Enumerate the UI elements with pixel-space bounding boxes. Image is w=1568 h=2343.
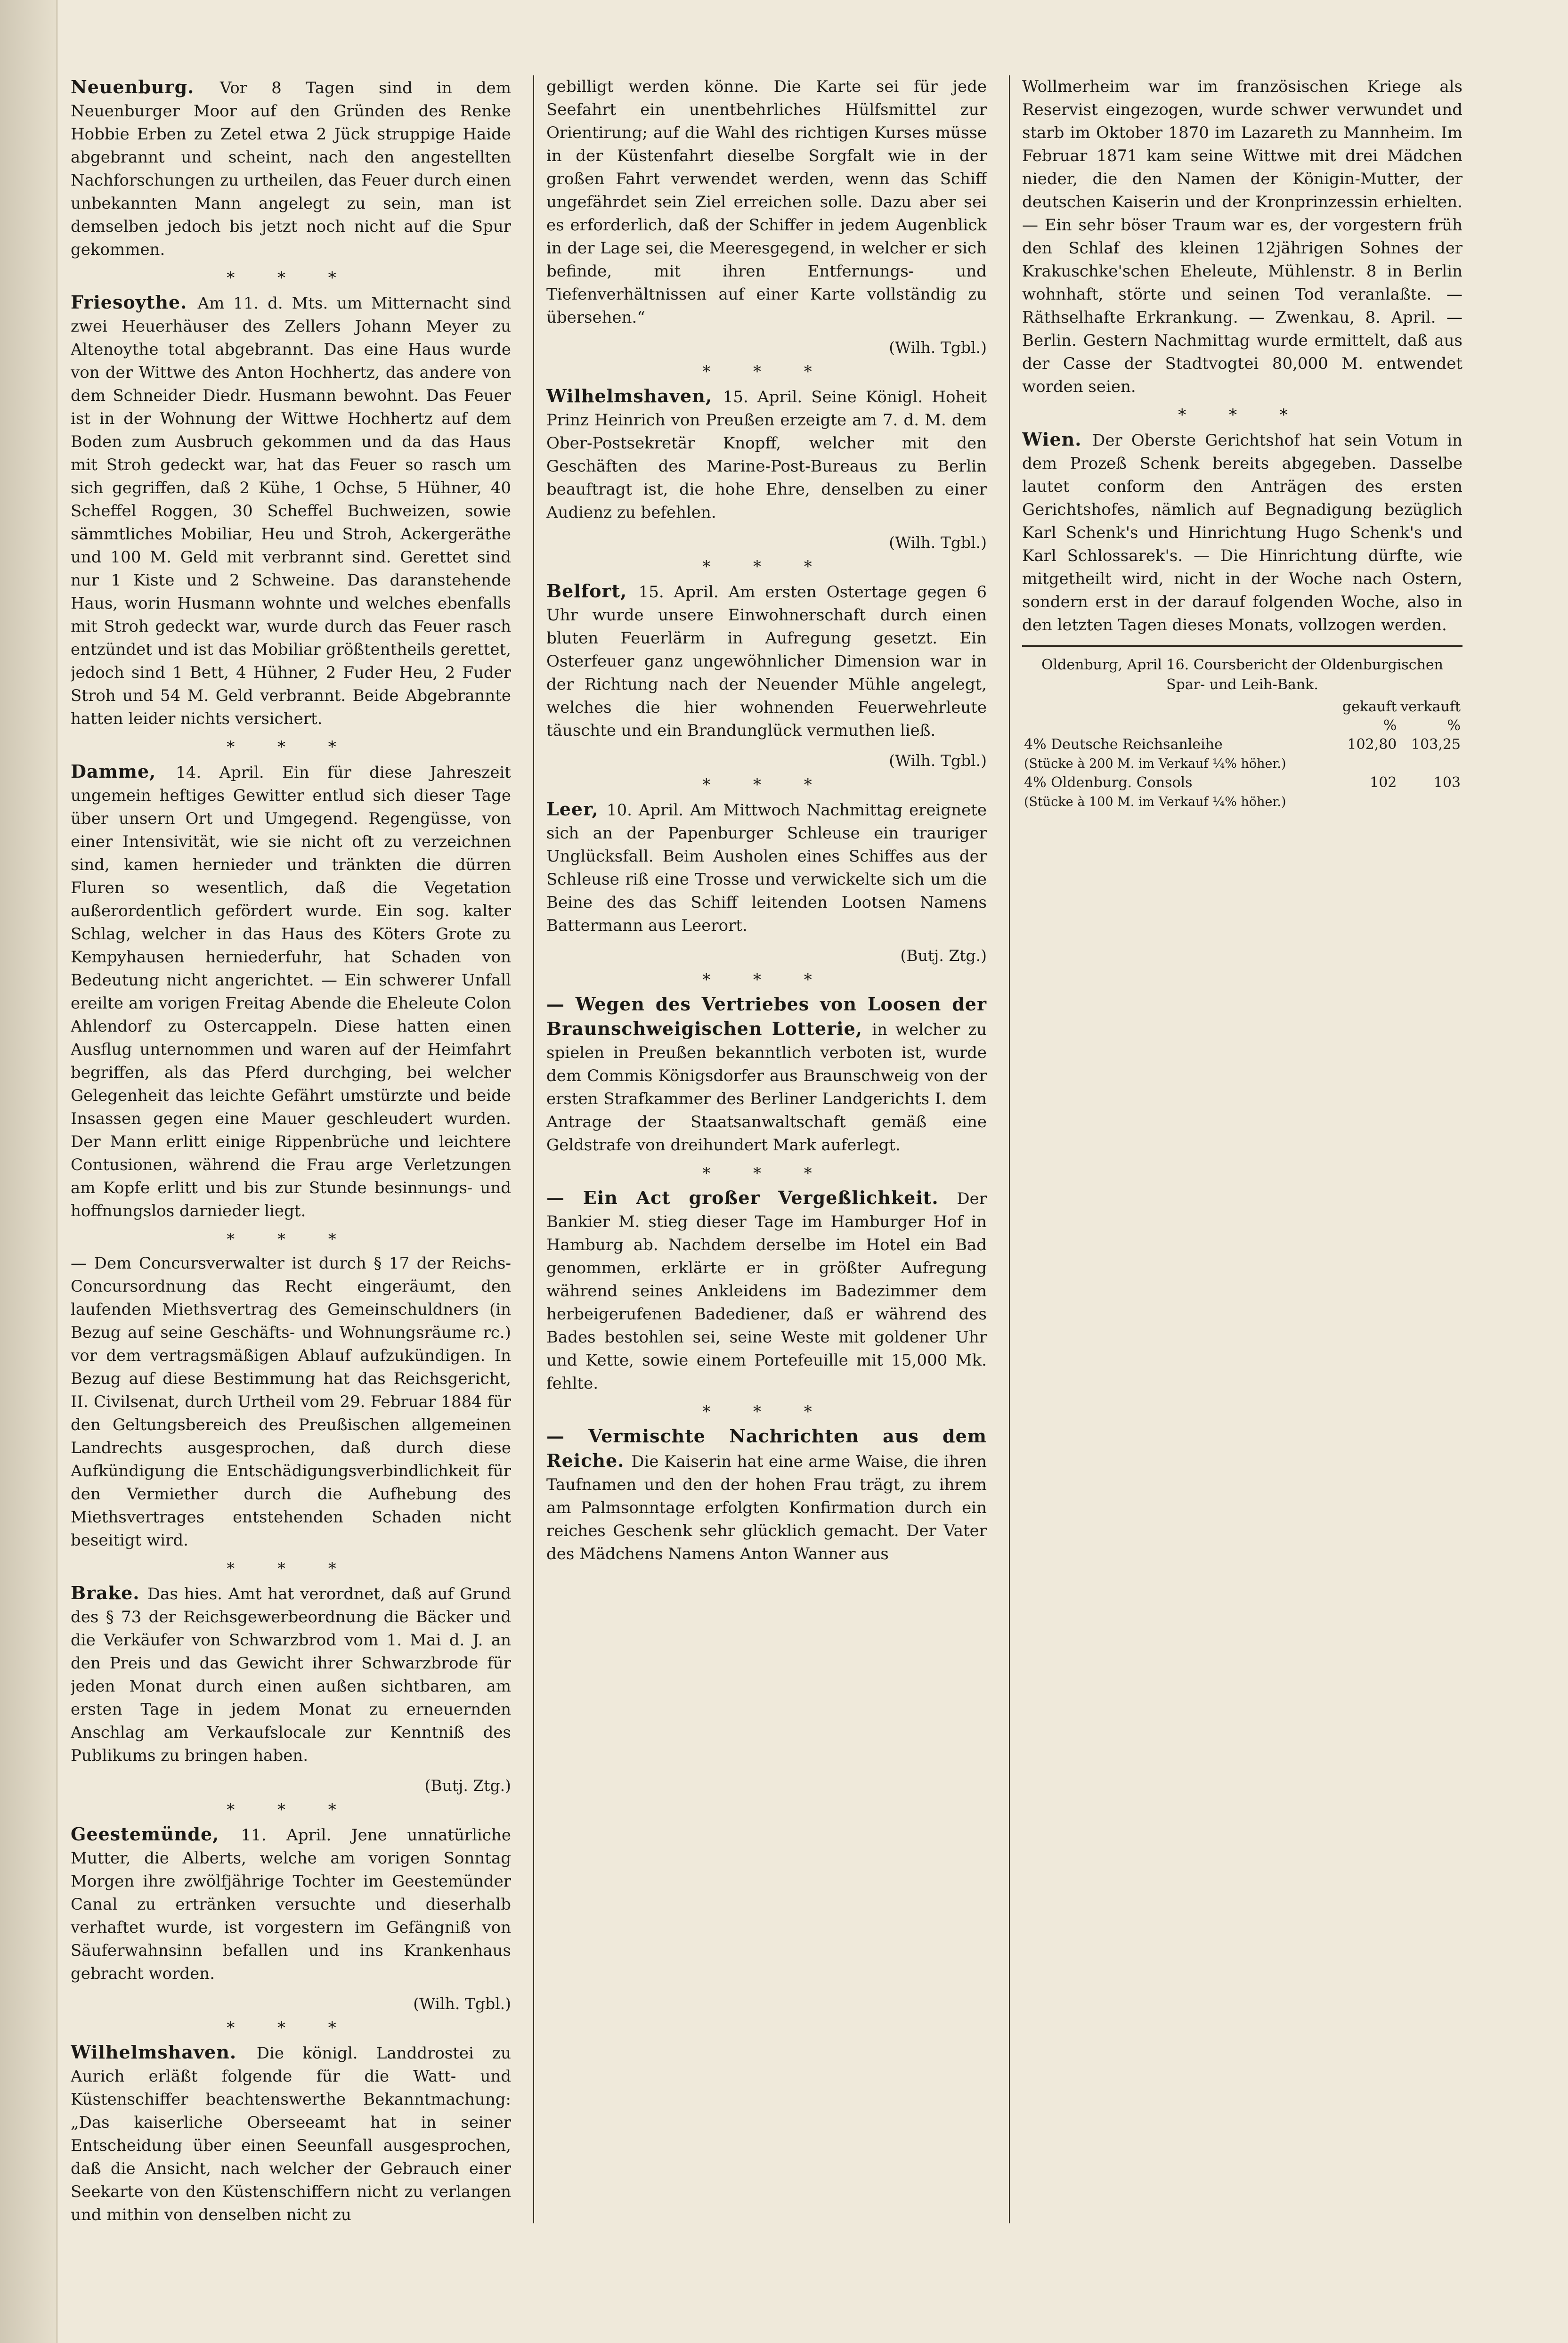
- separator-stars: * * *: [702, 1402, 831, 1421]
- separator-stars: * * *: [702, 1164, 831, 1183]
- article-heading: Brake.: [71, 1582, 147, 1603]
- article-text: 10. April. Am Mittwoch Nachmittag ereignete sich an der Papenburger Schleuse ein trauriger Unglücksfall. Beim Ausholen eines Schiffes aus der Schleuse riß eine Trosse und verwickelte sich um die Beine des das Schiff leitenden Lootsen Namens Battermann aus Leerort.: [546, 801, 987, 935]
- article-heading: Geestemünde,: [71, 1823, 241, 1845]
- rates-title: Oldenburg, April 16. Coursbericht der Oldenburgischen Spar- und Leih-Bank.: [1041, 657, 1444, 693]
- article: [546, 1424, 987, 1566]
- article-text: Die Kaiserin hat eine arme Waise, die ihren Taufnamen und den der hohen Frau trägt, zu ihrem am Palmsonntage erfolgten Konfirmation durch ein reiches Geschenk sehr glücklich gemacht. Der Vater des Mädchens Namens Anton Wanner aus: [546, 1452, 987, 1563]
- rates-security-name: 4% Deutsche Reichsanleihe (Stücke à 200 M. im Verkauf ¼% höher.): [1024, 736, 1286, 771]
- article: [546, 993, 987, 1157]
- article-source: (Wilh. Tgbl.): [889, 533, 987, 552]
- article-text: Vor 8 Tagen sind in dem Neuenburger Moor auf den Gründen des Renke Hobbie Erben zu Zetel etwa 2 Jück struppige Haide abgebrannt und scheint, nach den angestellten Nachforschungen zu urtheilen, das Feuer durch einen unbekannten Mann angelegt zu sein, man ist demselben jedoch bis jetzt noch nicht auf die Spur gekommen.: [71, 79, 511, 259]
- rates-sell-value: 103: [1433, 774, 1461, 791]
- book-spine: [0, 0, 57, 2343]
- column-2: [546, 75, 987, 2289]
- article-source: (Wilh. Tgbl.): [889, 751, 987, 770]
- rates-note: (Stücke à 100 M. im Verkauf ¼% höher.): [1024, 795, 1286, 809]
- column-rule: [1009, 75, 1010, 2223]
- article: [71, 760, 511, 1223]
- article-heading: Wilhelmshaven,: [546, 385, 723, 407]
- article-source: (Wilh. Tgbl.): [889, 338, 987, 357]
- article-text: 15. April. Seine Königl. Hoheit Prinz Heinrich von Preußen erzeigte am 7. d. M. dem Ober-Postsekretär Knopff, welcher mit den Geschäften des Marine-Post-Bureaus zu Berlin beauftragt ist, die hohe Ehre, denselben zu einer Audienz zu befehlen.: [546, 388, 987, 522]
- article-text: Der Bankier M. stieg dieser Tage im Hamburger Hof in Hamburg ab. Nachdem derselbe im Hotel ein Bad genommen, erklärte er in größter Aufregung während seines Ankleidens im Badezimmer dem herbeigerufenen Badediener, daß er während des Bades bestohlen sei, seine Weste mit goldener Uhr und Kette, sowie einem Portefeuille mit 15,000 Mk. fehlte.: [546, 1189, 987, 1393]
- rates-note: (Stücke à 200 M. im Verkauf ¼% höher.): [1024, 757, 1286, 771]
- article: [546, 797, 987, 937]
- article-text: 14. April. Ein für diese Jahreszeit ungemein heftiges Gewitter entlud sich dieser Tage über unsern Ort und Umgegend. Regengüsse, von einer Intensivität, wie sie nicht oft zu verzeichnen sind, kamen hernieder und tränkten die dürren Fluren so wesentlich, daß die Vegetation außerordentlich gefördert wurde. Ein sog. kalter Schlag, welcher in das Haus des Köters Grote zu Kempyhausen herniederfuhr, hat Schaden von Bedeutung nicht angerichtet. — Ein schwerer Unfall ereilte am vorigen Freitag Abende die Eheleute Colon Ahlendorf zu Ostercappeln. Diese hatten einen Ausflug unternommen und waren auf der Heimfahrt begriffen, als das Pferd durchging, bei welcher Gelegenheit das leichte Gefährt umstürzte und beide Insassen gegen eine Mauer geschleudert wurden. Der Mann erlitt einige Rippenbrüche und leichtere Contusionen, während die Frau arge Verletzungen am Kopfe erlitt und bis zur Stunde besinnungs- und hoffnungslos darnieder liegt.: [71, 763, 511, 1220]
- article-heading: — Ein Act großer Vergeßlichkeit.: [546, 1187, 957, 1208]
- article: [71, 291, 511, 731]
- article: [1022, 75, 1462, 399]
- article-heading: Neuenburg.: [71, 76, 220, 98]
- article: [71, 1822, 511, 1985]
- article-text: Am 11. d. Mts. um Mitternacht sind zwei Heuerhäuser des Zellers Johann Meyer zu Altenoythe total abgebrannt. Das eine Haus wurde von der Wittwe des Anton Hochhertz, das andere von dem Schneider Diedr. Husmann bewohnt. Das Feuer ist in der Wohnung der Wittwe Hochhertz auf dem Boden zum Ausbruch gekommen und da das Haus mit Stroh gedeckt war, hat das Feuer so rasch um sich gegriffen, daß 2 Kühe, 1 Ochse, 5 Hühner, 40 Scheffel Roggen, 30 Scheffel Buchweizen, sowie sämmtliches Mobiliar, Heu und Stroh, Ackergeräthe und 100 M. Geld mit verbrannt sind. Gerettet sind nur 1 Kiste und 2 Schweine. Das daranstehende Haus, worin Husmann wohnte und welches ebenfalls mit Stroh gedeckt war, wurde durch das Feuer rasch entzündet und ist das Mobiliar größtentheils gerettet, jedoch sind 1 Bett, 4 Hühner, 2 Fuder Heu, 2 Fuder Stroh und 54 M. Geld verbrannt. Beide Abgebrannte hatten leider nichts versichert.: [71, 294, 511, 728]
- separator-stars: * * *: [702, 970, 831, 989]
- column-rule: [533, 75, 534, 2223]
- separator-stars: * * *: [227, 1559, 355, 1578]
- article: [546, 1186, 987, 1395]
- rates-buy-value: 102: [1370, 774, 1397, 791]
- article-heading: Wien.: [1022, 429, 1093, 450]
- separator-stars: * * *: [1178, 406, 1307, 424]
- article-text: Wollmerheim war im französischen Kriege als Reservist eingezogen, wurde schwer verwundet und starb im Oktober 1870 im Lazareth zu Mannheim. Im Februar 1871 kam seine Wittwe mit drei Mädchen nieder, die den Namen der Königin-Mutter, der deutschen Kaiserin und der Kronprinzessin erhielten. — Ein sehr böser Traum war es, der vorgestern früh den Schlaf des kleinen 12jährigen Sohnes der Krakuschke'schen Eheleute, Mühlenstr. 8 in Berlin wohnhaft, störte und seinen Tod veranlaßte. — Räthselhafte Erkrankung. — Zwenkau, 8. April. — Berlin. Gestern Nachmittag wurde ermittelt, daß aus der Casse der Stadtvogtei 80,000 M. entwendet worden seien.: [1022, 77, 1462, 396]
- article-heading: Friesoythe.: [71, 292, 198, 313]
- rates-header-cell: gekauft %: [1342, 699, 1397, 734]
- separator-stars: * * *: [702, 775, 831, 794]
- article-heading: Wilhelmshaven.: [71, 2042, 257, 2063]
- separator-stars: * * *: [702, 557, 831, 576]
- article-text: gebilligt werden könne. Die Karte sei für jede Seefahrt ein unentbehrliches Hülfsmittel zur Orientirung; auf die Wahl des richtigen Kurses müsse in der Küstenfahrt dieselbe Sorgfalt wie in der großen Fahrt verwendet werden, wenn das Schiff ungefährdet sein Ziel erreichen solle. Dazu aber sei es erforderlich, daß der Schiffer in jedem Augenblick in der Lage sei, die Meeresgegend, in welcher er sich befinde, mit ihren Entfernungs- und Tiefenverhältnissen auf einer Karte vollständig zu übersehen.“: [546, 77, 987, 327]
- rates-sell-value: 103,25: [1411, 736, 1461, 753]
- article-text: Der Oberste Gerichtshof hat sein Votum in dem Prozeß Schenk bereits abgegeben. Dasselbe lautet conform den Anträgen des ersten Gerichtshofes, nämlich auf Begnadigung bezüglich Karl Schenk's und Hinrichtung Hugo Schenk's und Karl Schlossarek's. — Die Hinrichtung dürfte, wie mitgetheilt wird, nicht in der Woche nach Ostern, sondern erst in der darauf folgenden Woche, also in den letzten Tagen dieses Monats, vollzogen werden.: [1022, 431, 1462, 635]
- article-heading: Damme,: [71, 761, 176, 782]
- article-heading: Leer,: [546, 798, 607, 820]
- separator-stars: * * *: [227, 268, 355, 287]
- article-text: Das hies. Amt hat verordnet, daß auf Grund des § 73 der Reichsgewerbeordnung die Bäcker und die Verkäufer von Schwarzbrod vom 1. Mai d. J. an den Preis und das Gewicht ihrer Schwarzbrode für jeden Monat durch einen außen sichtbaren, am ersten Tage in jedem Monat zu erneuernden Anschlag am Verkaufslocale zur Kenntniß des Publikums zu bringen haben.: [71, 1585, 511, 1765]
- separator-stars: * * *: [227, 1230, 355, 1249]
- article: [71, 2041, 511, 2227]
- article: [546, 75, 987, 329]
- article-text: — Dem Concursverwalter ist durch § 17 der Reichs-Concursordnung das Recht eingeräumt, den laufenden Miethsvertrag des Gemeinschuldners (in Bezug auf seine Geschäfts- und Wohnungsräume rc.) vor dem vertragsmäßigen Ablauf aufzukündigen. In Bezug auf diese Bestimmung hat das Reichsgericht, II. Civilsenat, durch Urtheil vom 29. Februar 1884 für den Geltungsbereich des Preußischen allgemeinen Landrechts ausgesprochen, daß durch diese Aufkündigung die Entschädigungsverbindlichkeit für den Vermiether durch die Aufhebung des Miethsvertrages entstehenden Schaden nicht beseitigt wird.: [71, 1254, 511, 1550]
- rates-row: [1022, 773, 1462, 812]
- rates-buy-value: 102,80: [1347, 736, 1397, 753]
- column-3: [1022, 75, 1462, 2289]
- separator-stars: * * *: [702, 362, 831, 381]
- article: [71, 75, 511, 261]
- separator-stars: * * *: [227, 2018, 355, 2037]
- article-heading: Belfort,: [546, 580, 639, 602]
- article: [71, 1581, 511, 1767]
- article-text: Die königl. Landdrostei zu Aurich erläßt folgende für die Watt- und Küstenschiffer beachtenswerthe Bekanntmachung: „Das kaiserliche Oberseeamt hat in seiner Entscheidung über einen Seeunfall ausgesprochen, daß die Ansicht, nach welcher der Gebrauch einer Seekarte von den Küstenschiffern nicht zu verlangen und mithin von denselben nicht zu: [71, 2044, 511, 2224]
- rates-header-row: [1022, 698, 1462, 735]
- rates-header-cell: [1022, 698, 1338, 735]
- article-source: (Butj. Ztg.): [424, 1776, 511, 1795]
- rates-table: [1022, 698, 1462, 812]
- rates-security-name: 4% Oldenburg. Consols (Stücke à 100 M. im Verkauf ¼% höher.): [1024, 774, 1286, 809]
- separator-stars: * * *: [227, 1800, 355, 1819]
- article-source: (Butj. Ztg.): [900, 946, 987, 965]
- article: [546, 384, 987, 524]
- newspaper-page: [71, 75, 1493, 2289]
- article: [1022, 428, 1462, 637]
- article-source: (Wilh. Tgbl.): [413, 1994, 511, 2013]
- rates-divider: [1022, 645, 1462, 647]
- article: [71, 1252, 511, 1552]
- article-text: in welcher zu spielen in Preußen bekanntlich verboten ist, wurde dem Commis Königsdorfer aus Braunschweig von der ersten Strafkammer des Berliner Landgerichts I. dem Antrage der Staatsanwaltschaft gemäß eine Geldstrafe von dreihundert Mark auferlegt.: [546, 1020, 987, 1155]
- article-heading: — Wegen des Vertriebes von Loosen der Braunschweigischen Lotterie,: [546, 993, 987, 1039]
- article: [546, 579, 987, 742]
- rates-row: [1022, 735, 1462, 773]
- article-heading: — Vermischte Nachrichten aus dem Reiche.: [546, 1425, 987, 1471]
- column-1: [71, 75, 511, 2289]
- separator-stars: * * *: [227, 738, 355, 757]
- article-text: 15. April. Am ersten Ostertage gegen 6 Uhr wurde unsere Einwohnerschaft durch einen bluten Feuerlärm in Aufregung gesetzt. Ein Osterfeuer ganz ungewöhnlicher Dimension war in der Richtung nach der Neuender Mühle angelegt, welches die hier wohnenden Feuerwehrleute täuschte und ein Brandunglück vermuthen ließ.: [546, 583, 987, 740]
- rates-header-cell: verkauft %: [1400, 699, 1461, 734]
- article-text: 11. April. Jene unnatürliche Mutter, die Alberts, welche am vorigen Sonntag Morgen ihre zwölfjährige Tochter im Geestemünder Canal zu ertränken versuchte und dieserhalb verhaftet wurde, ist vorgestern im Gefängniß von Säuferwahnsinn befallen und ins Krankenhaus gebracht worden.: [71, 1826, 511, 1983]
